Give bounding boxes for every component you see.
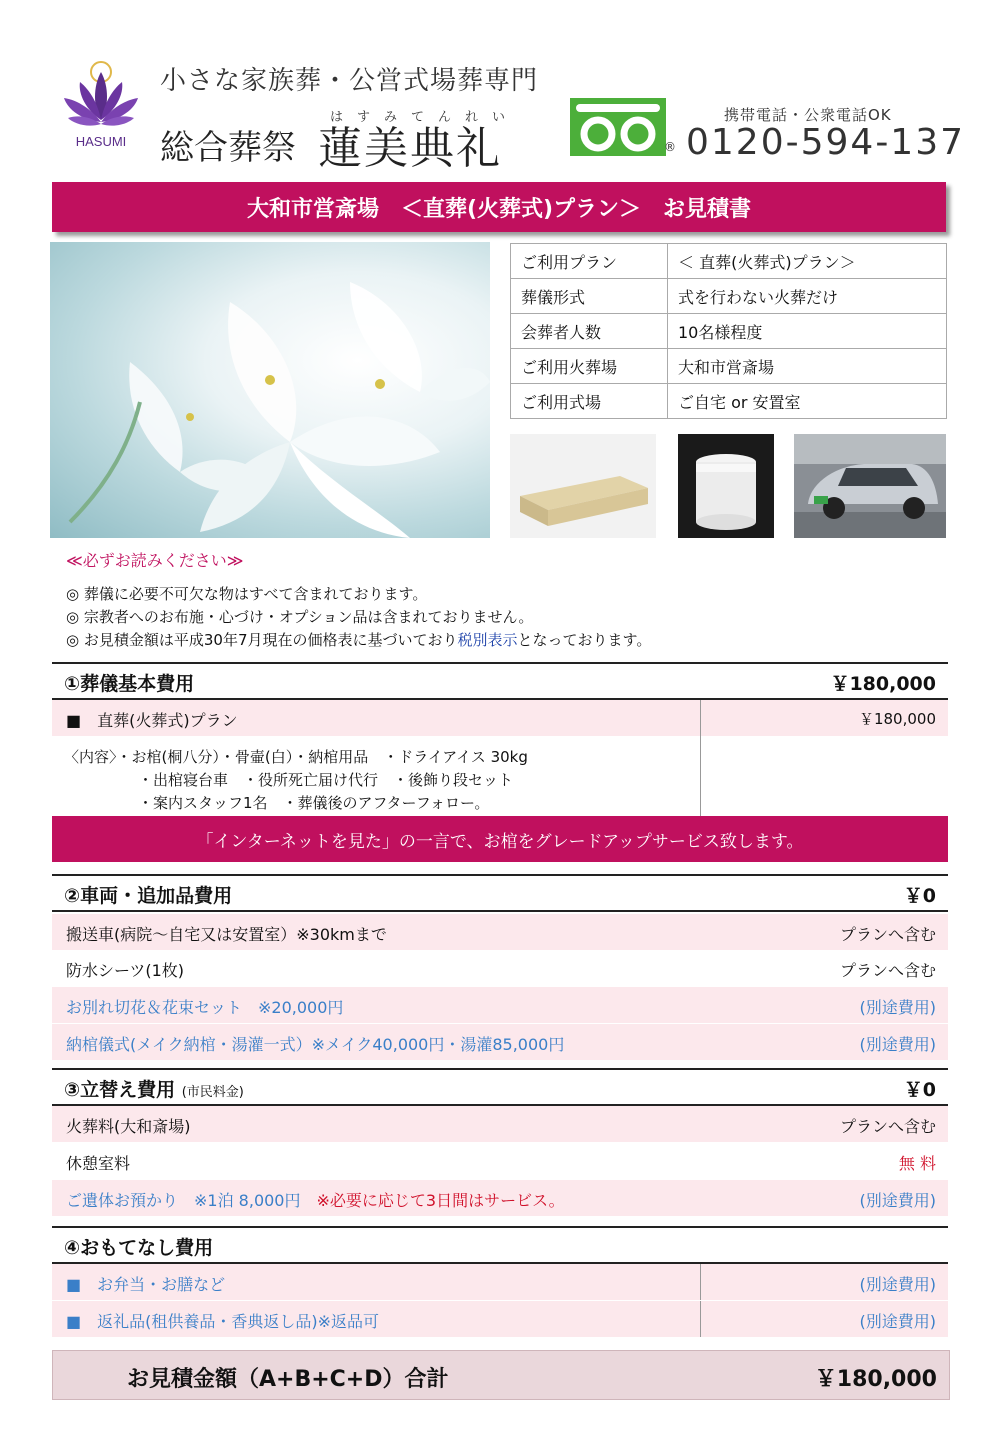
column-divider bbox=[700, 1264, 701, 1300]
list-item bbox=[52, 1180, 948, 1216]
contents-line-2: ・出棺寝台車 ・役所死亡届け代行 ・後飾り段セット bbox=[138, 771, 514, 789]
item-label: 火葬料(大和斎場) bbox=[66, 1117, 191, 1136]
lily-flowers-image bbox=[50, 242, 490, 538]
phone-number[interactable]: 0120-594-137 bbox=[686, 122, 966, 163]
section-title: ②車両・追加品費用 bbox=[64, 885, 233, 907]
info-label: 会葬者人数 bbox=[511, 314, 668, 349]
hearse-car-image bbox=[794, 434, 946, 538]
item-label: ■ お弁当・お膳など bbox=[66, 1275, 226, 1294]
notice-line-3-end: となっております。 bbox=[517, 631, 652, 649]
info-value: 大和市営斎場 bbox=[668, 349, 947, 384]
info-value: ＜ 直葬(火葬式)プラン＞ bbox=[668, 244, 947, 279]
notice-line-3 bbox=[66, 629, 651, 650]
plan-info-table bbox=[510, 243, 947, 419]
item-label: 納棺儀式(メイク納棺・湯灌一式）※メイク40,000円・湯灌85,000円 bbox=[66, 1035, 565, 1054]
section-subtitle: (市民料金) bbox=[181, 1085, 244, 1100]
company-name: 蓮美典礼 bbox=[318, 123, 502, 174]
list-item bbox=[52, 1106, 948, 1142]
registered-mark: ® bbox=[664, 140, 676, 154]
free-dial-icon bbox=[570, 98, 666, 156]
info-label: 葬儀形式 bbox=[511, 279, 668, 314]
total-label: お見積金額（A+B+C+D）合計 bbox=[127, 1367, 449, 1392]
plan-fee-amount: ￥180,000 bbox=[858, 710, 936, 728]
section-amount: ￥0 bbox=[903, 1079, 936, 1101]
plan-contents bbox=[52, 736, 948, 816]
list-item bbox=[52, 1024, 948, 1060]
column-divider bbox=[700, 736, 701, 816]
column-divider bbox=[700, 1301, 701, 1337]
item-note: ※必要に応じて3日間はサービス。 bbox=[316, 1191, 565, 1210]
section-advance-fees-header bbox=[52, 1068, 948, 1106]
item-value: (別途費用) bbox=[859, 1191, 936, 1210]
info-value: 式を行わない火葬だけ bbox=[668, 279, 947, 314]
item-value: プランへ含む bbox=[839, 925, 936, 944]
hasumi-lotus-logo bbox=[60, 58, 142, 154]
item-value: (別途費用) bbox=[859, 1312, 936, 1331]
section-title: ④おもてなし費用 bbox=[64, 1237, 214, 1259]
info-label: ご利用式場 bbox=[511, 384, 668, 419]
plan-fee-label: ■ 直葬(火葬式)プラン bbox=[66, 711, 238, 730]
contents-line-1: 〈内容〉・お棺(桐八分）・骨壷(白）・納棺用品 ・ドライアイス 30kg bbox=[64, 748, 528, 766]
list-item bbox=[52, 914, 948, 950]
logo-text: HASUMI bbox=[75, 134, 127, 149]
info-label: ご利用プラン bbox=[511, 244, 668, 279]
info-label: ご利用火葬場 bbox=[511, 349, 668, 384]
section-amount: ￥180,000 bbox=[830, 673, 936, 695]
item-label: お別れ切花＆花束セット ※20,000円 bbox=[66, 998, 344, 1017]
notice-heading: ≪必ずお読みください≫ bbox=[66, 551, 244, 570]
section-amount: ￥0 bbox=[903, 885, 936, 907]
section-title: ①葬儀基本費用 bbox=[64, 673, 195, 695]
item-label: ご遺体お預かり ※1泊 8,000円 bbox=[66, 1191, 301, 1210]
total-amount: ￥180,000 bbox=[814, 1367, 937, 1392]
notice-line-3-text: ◎ お見積金額は平成30年7月現在の価格表に基づいており bbox=[66, 631, 458, 649]
item-value: プランへ含む bbox=[839, 961, 936, 980]
item-value: 無 料 bbox=[898, 1154, 936, 1173]
list-item bbox=[52, 987, 948, 1023]
contents-line-3: ・案内スタッフ1名 ・葬儀後のアフターフォロー。 bbox=[138, 794, 490, 812]
item-value: プランへ含む bbox=[839, 1117, 936, 1136]
tagline: 小さな家族葬・公営式場葬専門 bbox=[160, 66, 539, 96]
item-label: 休憩室料 bbox=[66, 1154, 131, 1173]
info-value: ご自宅 or 安置室 bbox=[668, 384, 947, 419]
item-label: ■ 返礼品(租供養品・香典返し品)※返品可 bbox=[66, 1312, 380, 1331]
coffin-image bbox=[510, 434, 656, 538]
item-value: (別途費用) bbox=[859, 1275, 936, 1294]
item-label: 防水シーツ(1枚) bbox=[66, 961, 185, 980]
column-divider bbox=[700, 700, 701, 736]
notice-line-1: ◎ 葬儀に必要不可欠な物はすべて含まれております。 bbox=[66, 585, 428, 603]
estimate-title: 大和市営斎場 ＜直葬(火葬式)プラン＞ お見積書 bbox=[52, 182, 946, 232]
section-vehicle-fees-header bbox=[52, 874, 948, 912]
list-item bbox=[52, 1143, 948, 1179]
list-item bbox=[52, 1264, 948, 1300]
list-item bbox=[52, 950, 948, 986]
section-hospitality-fees-header bbox=[52, 1226, 948, 1264]
item-value: (別途費用) bbox=[859, 998, 936, 1017]
notice-line-2: ◎ 宗教者へのお布施・心づけ・オプション品は含まれておりません。 bbox=[66, 608, 534, 626]
info-value: 10名様程度 bbox=[668, 314, 947, 349]
plan-fee-row bbox=[52, 700, 948, 736]
urn-image bbox=[678, 434, 774, 538]
tax-note: 税別表示 bbox=[457, 631, 518, 649]
section-basic-fees-header bbox=[52, 662, 948, 700]
phone-note: 携帯電話・公衆電話OK bbox=[724, 106, 892, 124]
section-title: ③立替え費用 bbox=[64, 1079, 176, 1101]
company-ruby: はすみてんれい bbox=[330, 110, 520, 125]
company-prefix: 総合葬祭 bbox=[160, 128, 296, 168]
lily-photo bbox=[50, 242, 490, 538]
estimate-total bbox=[52, 1350, 950, 1400]
upgrade-service-banner: 「インターネットを見た」の一言で、お棺をグレードアップサービス致します。 bbox=[52, 816, 948, 862]
list-item bbox=[52, 1301, 948, 1337]
item-label: 搬送車(病院～自宅又は安置室）※30kmまで bbox=[66, 925, 387, 944]
item-value: (別途費用) bbox=[859, 1035, 936, 1054]
